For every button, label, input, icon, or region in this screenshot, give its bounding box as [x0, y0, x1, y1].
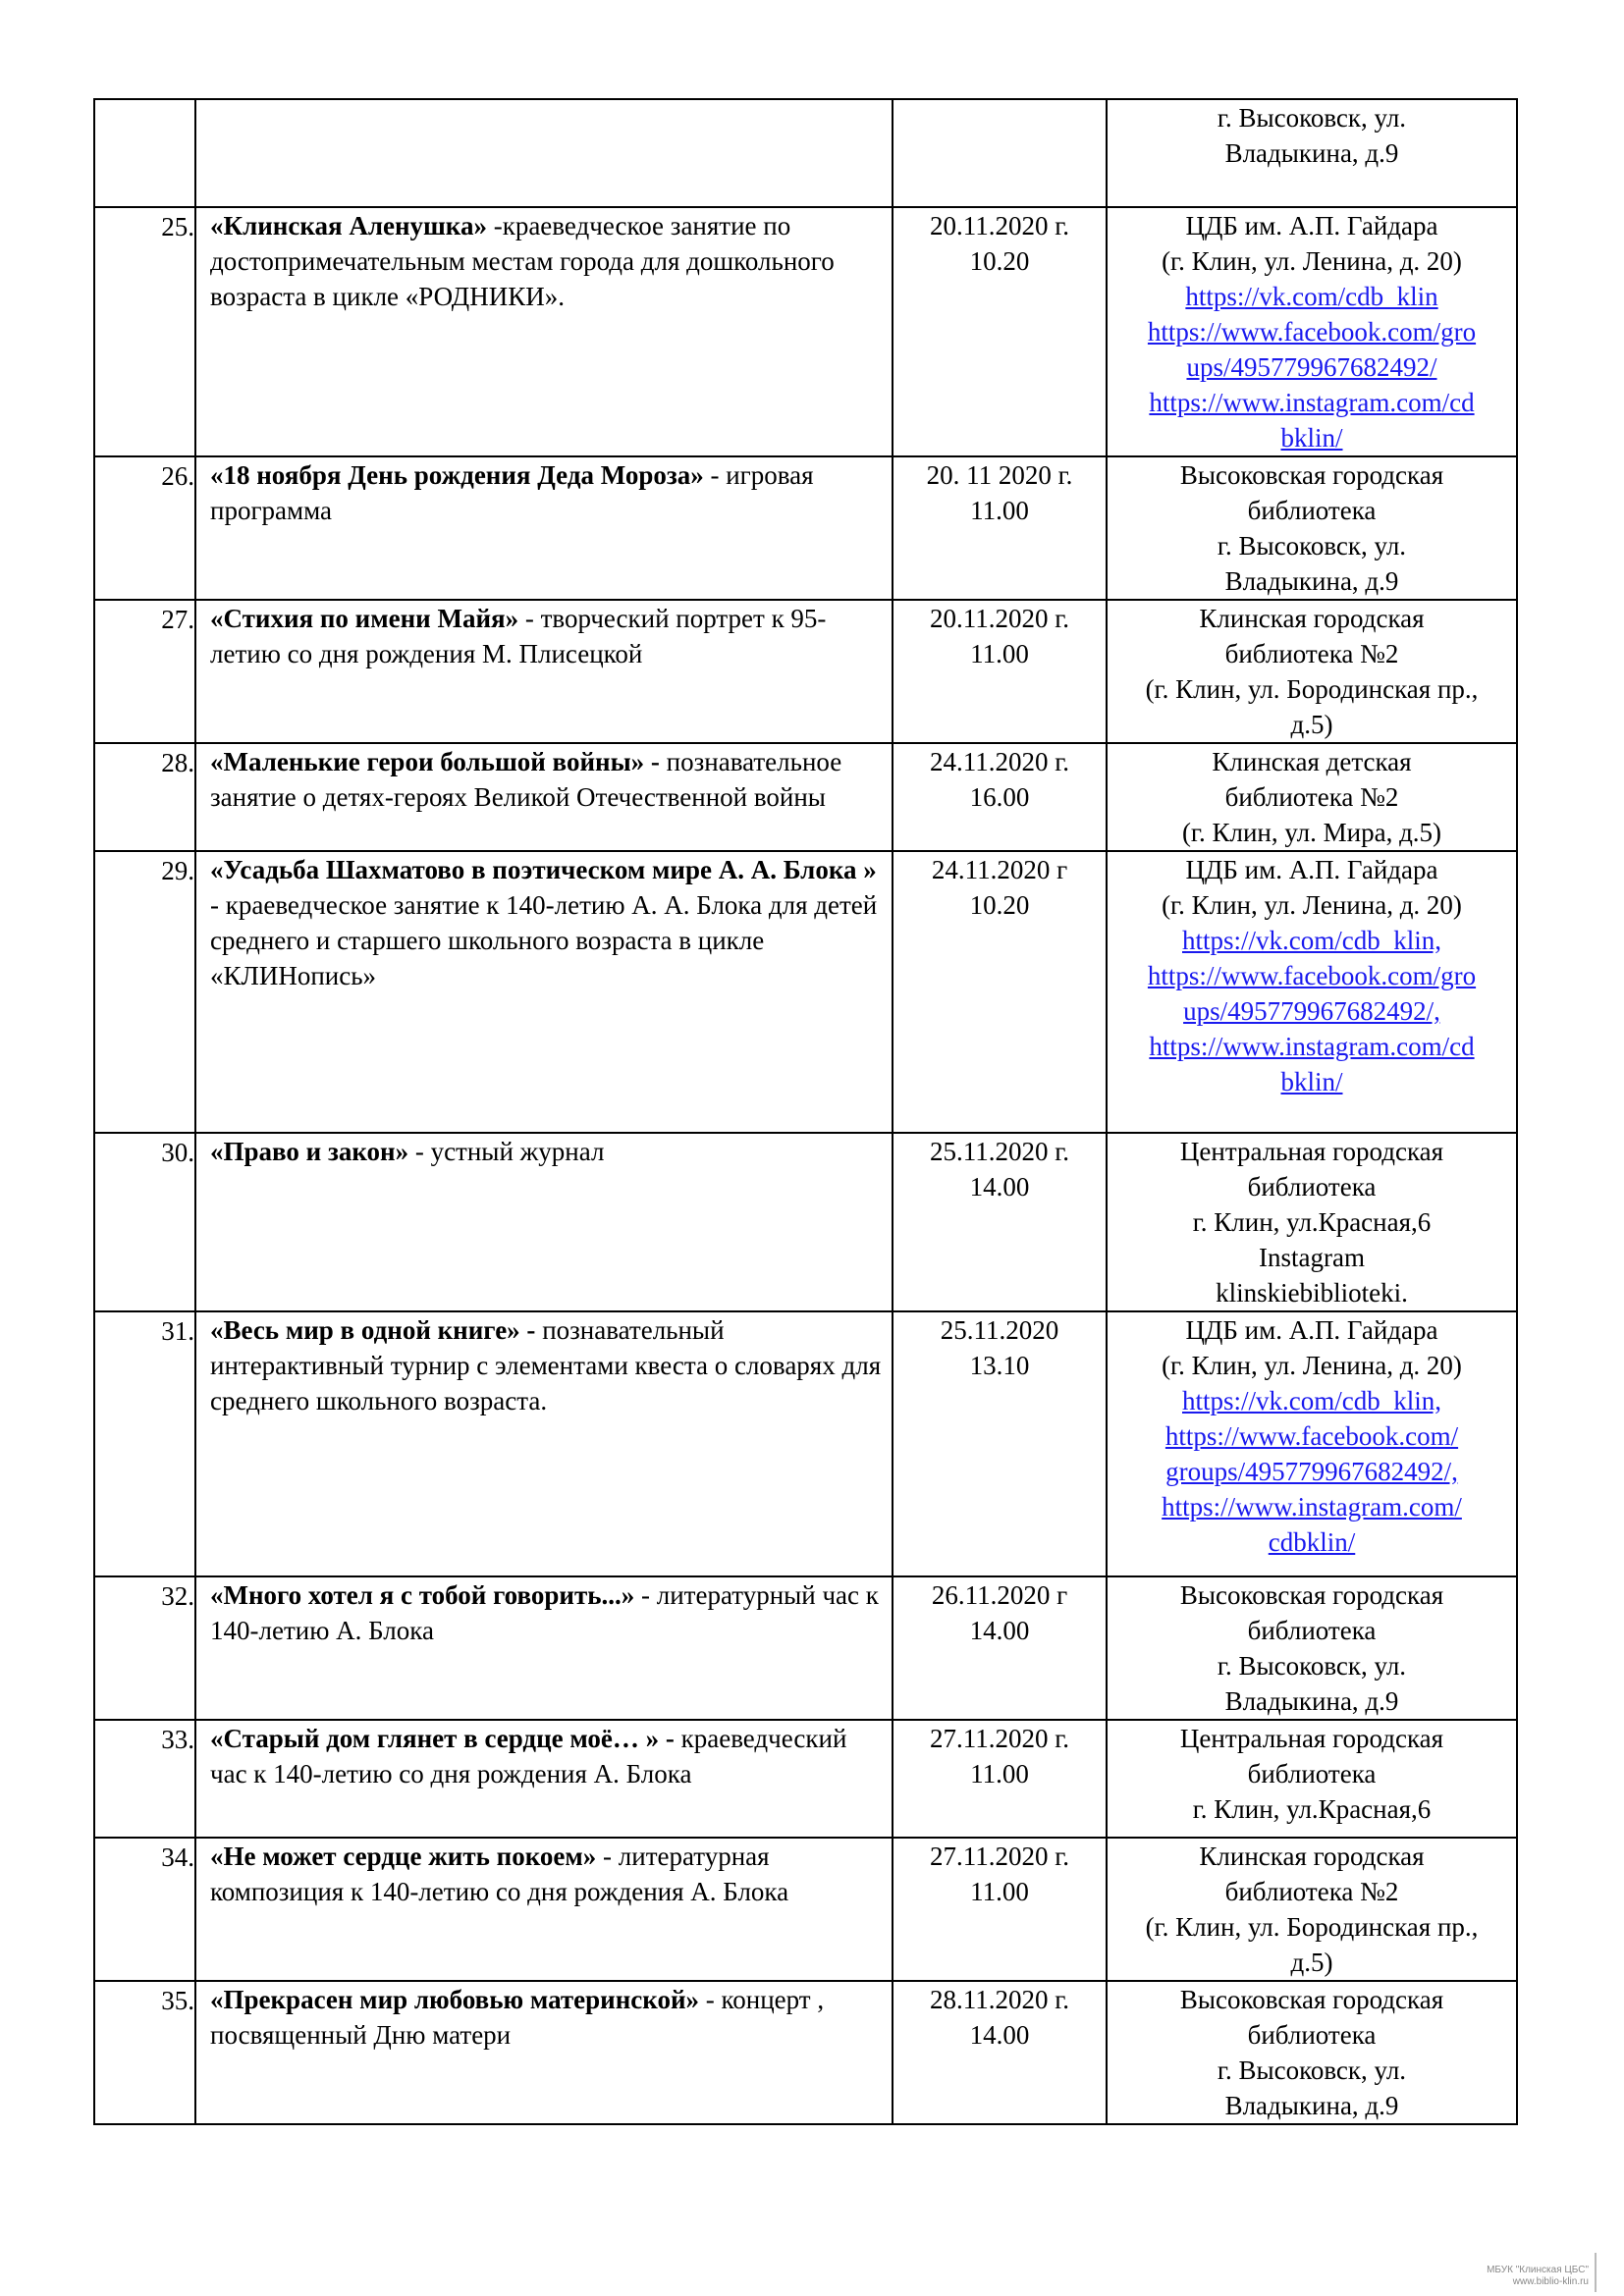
row-number-cell [94, 1133, 195, 1311]
row-number: 25. [161, 212, 194, 241]
event-venue-cell [1107, 743, 1517, 851]
row-number: 28. [161, 748, 194, 777]
event-title-cell [195, 1720, 893, 1838]
venue-link[interactable]: https://www.facebook.com/gro [1147, 961, 1477, 990]
event-time: 11.00 [970, 639, 1029, 668]
table-row [94, 456, 1517, 600]
venue-line: г. Высоковск, ул. [1217, 103, 1407, 133]
venue-link[interactable]: bklin/ [1280, 1067, 1343, 1096]
event-time: 11.00 [970, 1877, 1029, 1906]
event-time: 10.20 [969, 246, 1030, 276]
event-date-cell [893, 1720, 1107, 1838]
venue-link[interactable]: https://vk.com/cdb_klin [1185, 282, 1438, 311]
table-row [94, 600, 1517, 743]
event-venue-cell [1107, 1133, 1517, 1311]
event-venue-cell [1107, 99, 1517, 207]
venue-line: Высоковская городская [1179, 460, 1444, 490]
event-venue-cell [1107, 600, 1517, 743]
venue-line: (г. Клин, ул. Ленина, д. 20) [1162, 246, 1462, 276]
row-number-cell [94, 600, 195, 743]
event-time: 14.00 [969, 1616, 1030, 1645]
event-description: познавательный интерактивный турнир с элементами квеста о словарях для среднего школьного возраста. [210, 1315, 882, 1415]
row-number: 26. [161, 461, 194, 491]
venue-line: библиотека [1247, 1172, 1377, 1201]
venue-line: ЦДБ им. А.П. Гайдара [1185, 211, 1438, 240]
table-row [94, 1311, 1517, 1576]
venue-line: (г. Клин, ул. Ленина, д. 20) [1162, 1351, 1462, 1380]
event-date: 27.11.2020 г. [929, 1724, 1070, 1753]
venue-line: библиотека [1247, 2020, 1377, 2050]
row-number-cell [94, 99, 195, 207]
table-row [94, 851, 1517, 1133]
venue-link[interactable]: ups/495779967682492/, [1183, 996, 1440, 1026]
event-description: - концерт , посвященный Дню матери [210, 1985, 825, 2050]
venue-line: Клинская детская [1212, 747, 1412, 776]
table-row [94, 743, 1517, 851]
row-number-cell [94, 1576, 195, 1720]
venue-line: ЦДБ им. А.П. Гайдара [1185, 1315, 1438, 1345]
events-table-body [94, 99, 1517, 2124]
event-date-cell [893, 1311, 1107, 1576]
venue-line: ЦДБ им. А.П. Гайдара [1185, 855, 1438, 884]
event-date-cell [893, 456, 1107, 600]
event-title-cell [195, 600, 893, 743]
table-row [94, 1133, 1517, 1311]
venue-line: г. Клин, ул.Красная,6 [1192, 1794, 1432, 1824]
venue-line: Центральная городская [1179, 1724, 1444, 1753]
venue-line: Центральная городская [1179, 1137, 1444, 1166]
event-date: 20. 11 2020 г. [926, 460, 1073, 490]
event-name: «Клинская Аленушка» [210, 211, 487, 240]
event-name: «Весь мир в одной книге» - [210, 1315, 536, 1345]
event-name: «Не может сердце жить покоем» [210, 1842, 597, 1871]
venue-link[interactable]: bklin/ [1280, 423, 1343, 453]
event-date: 25.11.2020 [940, 1315, 1059, 1345]
venue-link[interactable]: https://www.instagram.com/ [1162, 1492, 1462, 1522]
event-date-cell [893, 600, 1107, 743]
event-name: «Прекрасен мир любовью материнской» [210, 1985, 700, 2014]
venue-line: (г. Клин, ул. Бородинская пр., [1145, 674, 1479, 704]
event-description: краеведческий час к 140-летию со дня рождения А. Блока [210, 1724, 847, 1789]
venue-line: г. Высоковск, ул. [1217, 531, 1407, 561]
venue-line: Владыкина, д.9 [1224, 1686, 1399, 1716]
event-date-cell [893, 851, 1107, 1133]
event-title-cell [195, 851, 893, 1133]
venue-line: библиотека [1247, 496, 1377, 525]
event-time: 14.00 [969, 1172, 1030, 1201]
table-row [94, 207, 1517, 456]
event-date-cell [893, 207, 1107, 456]
venue-line: г. Высоковск, ул. [1217, 1651, 1407, 1681]
event-name: «18 ноября День рождения Деда Мороза» [210, 460, 704, 490]
venue-line: г. Высоковск, ул. [1217, 2056, 1407, 2085]
event-title-cell [195, 1311, 893, 1576]
event-time: 10.20 [969, 890, 1030, 920]
row-number: 30. [161, 1138, 194, 1167]
venue-line: библиотека №2 [1224, 782, 1399, 812]
venue-line: (г. Клин, ул. Мира, д.5) [1181, 818, 1442, 847]
event-date: 27.11.2020 г. [929, 1842, 1070, 1871]
event-title-cell [195, 743, 893, 851]
event-venue-cell [1107, 1720, 1517, 1838]
event-name: «Старый дом глянет в сердце моё… » - [210, 1724, 675, 1753]
venue-line: Владыкина, д.9 [1224, 138, 1399, 168]
event-title-cell [195, 99, 893, 207]
page-footer [1487, 2265, 1589, 2288]
event-date-cell [893, 1133, 1107, 1311]
venue-line: Instagram [1259, 1243, 1365, 1272]
event-date: 25.11.2020 г. [929, 1137, 1070, 1166]
venue-link[interactable]: https://vk.com/cdb_klin, [1182, 1386, 1441, 1415]
table-row [94, 99, 1517, 207]
event-name: «Много хотел я с тобой говорить...» [210, 1580, 635, 1610]
event-venue-cell [1107, 1576, 1517, 1720]
venue-line: г. Клин, ул.Красная,6 [1192, 1207, 1432, 1237]
event-title-cell [195, 1133, 893, 1311]
venue-link[interactable]: cdbklin/ [1268, 1527, 1356, 1557]
event-title-cell [195, 1576, 893, 1720]
row-number: 27. [161, 605, 194, 634]
event-name: «Маленькие герои большой войны» - [210, 747, 660, 776]
venue-link[interactable]: https://www.facebook.com/gro [1147, 317, 1477, 347]
row-number-cell [94, 851, 195, 1133]
event-date: 20.11.2020 г. [929, 604, 1070, 633]
event-description: - литературный час к 140-летию А. Блока [210, 1580, 879, 1645]
event-date-cell [893, 99, 1107, 207]
event-date: 24.11.2020 г [931, 855, 1068, 884]
event-description: - краеведческое занятие к 140-летию А. А. Блока для детей среднего и старшего школьного возраста в цикле «КЛИНопись» [210, 890, 878, 990]
venue-link[interactable]: ups/495779967682492/ [1186, 352, 1437, 382]
table-row [94, 1981, 1517, 2124]
event-venue-cell [1107, 207, 1517, 456]
event-time: 13.10 [969, 1351, 1030, 1380]
event-venue-cell [1107, 456, 1517, 600]
event-time: 16.00 [969, 782, 1030, 812]
event-description: - игровая программа [210, 460, 814, 525]
event-date: 28.11.2020 г. [929, 1985, 1070, 2014]
row-number: 29. [161, 856, 194, 885]
venue-line: (г. Клин, ул. Бородинская пр., [1145, 1912, 1479, 1942]
row-number-cell [94, 743, 195, 851]
table-row [94, 1576, 1517, 1720]
venue-line: Высоковская городская [1179, 1985, 1444, 2014]
venue-link[interactable]: https://www.instagram.com/cd [1149, 1032, 1475, 1061]
footer-divider [1595, 2253, 1597, 2292]
event-time: 11.00 [970, 1759, 1029, 1789]
row-number: 31. [161, 1316, 194, 1346]
row-number-cell [94, 1981, 195, 2124]
event-name: «Усадьба Шахматово в поэтическом мире А. А. Блока » [210, 855, 877, 884]
event-venue-cell [1107, 851, 1517, 1133]
venue-line: библиотека [1247, 1759, 1377, 1789]
table-row [94, 1838, 1517, 1981]
venue-line: библиотека №2 [1224, 639, 1399, 668]
row-number-cell [94, 1720, 195, 1838]
event-date-cell [893, 1576, 1107, 1720]
venue-line: библиотека №2 [1224, 1877, 1399, 1906]
event-venue-cell [1107, 1311, 1517, 1576]
venue-line: д.5) [1290, 1948, 1333, 1977]
footer-site: www.biblio-klin.ru [1512, 2276, 1589, 2287]
venue-line: д.5) [1290, 710, 1333, 739]
event-title-cell [195, 1981, 893, 2124]
event-date-cell [893, 1981, 1107, 2124]
event-date: 24.11.2020 г. [929, 747, 1070, 776]
row-number: 34. [161, 1842, 194, 1872]
venue-line: Клинская городская [1199, 604, 1425, 633]
row-number: 33. [161, 1725, 194, 1754]
venue-line: (г. Клин, ул. Ленина, д. 20) [1162, 890, 1462, 920]
event-title-cell [195, 207, 893, 456]
row-number: 32. [161, 1581, 194, 1611]
venue-line: klinskiebiblioteki. [1216, 1278, 1408, 1308]
row-number: 35. [161, 1986, 194, 2015]
footer-org: МБУК "Клинская ЦБС" [1487, 2265, 1589, 2275]
venue-link[interactable]: groups/495779967682492/, [1165, 1457, 1458, 1486]
event-date: 20.11.2020 г. [929, 211, 1070, 240]
venue-line: Клинская городская [1199, 1842, 1425, 1871]
event-description: -краеведческое занятие по достопримечательным местам города для дошкольного возраста в цикле «РОДНИКИ». [210, 211, 835, 311]
row-number-cell [94, 1311, 195, 1576]
event-description: познавательное занятие о детях-героях Великой Отечественной войны [210, 747, 842, 812]
event-date-cell [893, 743, 1107, 851]
row-number-cell [94, 1838, 195, 1981]
event-description: - устный журнал [408, 1137, 605, 1166]
row-number-cell [94, 207, 195, 456]
event-title-cell [195, 456, 893, 600]
venue-link[interactable]: https://www.facebook.com/ [1164, 1421, 1459, 1451]
venue-line: Владыкина, д.9 [1224, 2091, 1399, 2120]
event-venue-cell [1107, 1838, 1517, 1981]
venue-line: Владыкина, д.9 [1224, 566, 1399, 596]
row-number-cell [94, 456, 195, 600]
events-table [93, 98, 1518, 2125]
event-date-cell [893, 1838, 1107, 1981]
venue-line: Высоковская городская [1179, 1580, 1444, 1610]
event-description: - творческий портрет к 95-летию со дня рождения М. Плисецкой [210, 604, 827, 668]
event-description: - литературная композиция к 140-летию со дня рождения А. Блока [210, 1842, 789, 1906]
venue-link[interactable]: https://vk.com/cdb_klin, [1182, 926, 1441, 955]
event-time: 11.00 [970, 496, 1029, 525]
event-title-cell [195, 1838, 893, 1981]
event-date: 26.11.2020 г [931, 1580, 1068, 1610]
venue-link[interactable]: https://www.instagram.com/cd [1149, 388, 1475, 417]
event-venue-cell [1107, 1981, 1517, 2124]
event-name: «Стихия по имени Майя» [210, 604, 519, 633]
event-time: 14.00 [969, 2020, 1030, 2050]
event-name: «Право и закон» [210, 1137, 409, 1166]
table-row [94, 1720, 1517, 1838]
venue-line: библиотека [1247, 1616, 1377, 1645]
